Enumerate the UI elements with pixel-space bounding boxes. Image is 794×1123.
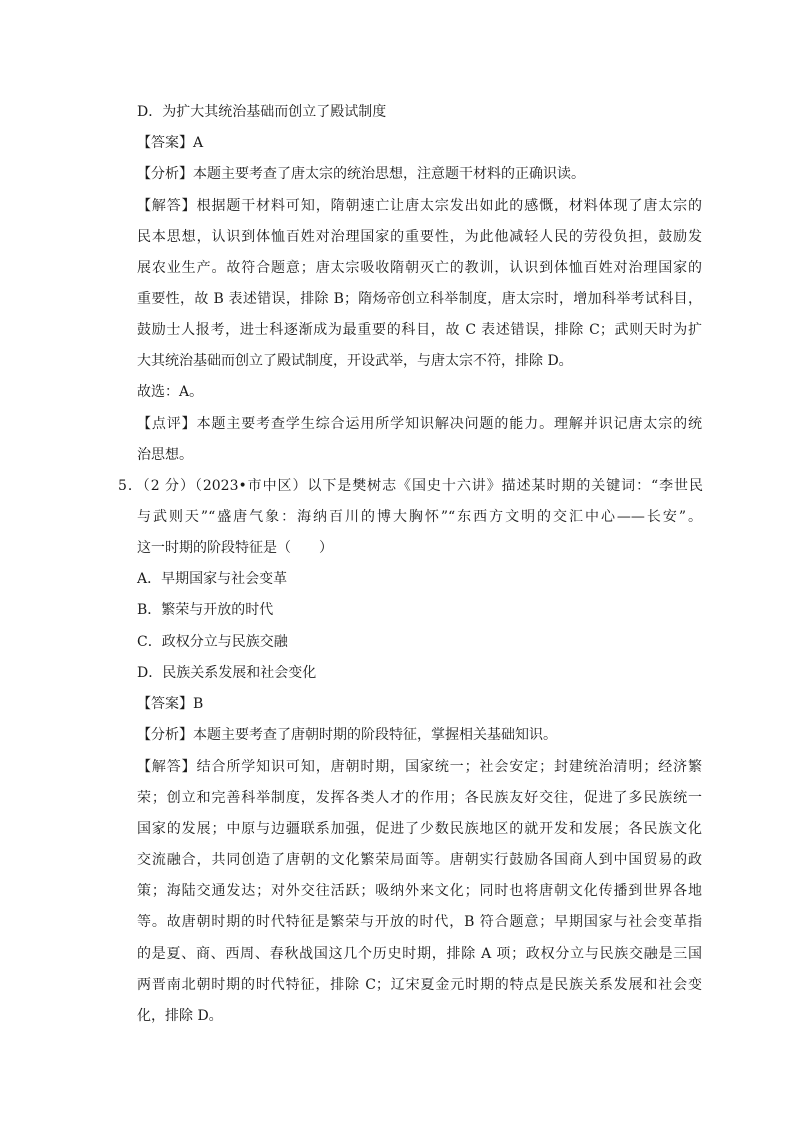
option-c: C．政权分立与民族交融 bbox=[137, 634, 288, 650]
answer-value: B bbox=[193, 696, 204, 712]
solution-q5-line-5: 等。故唐朝时期的时代特征是繁荣与开放的时代，B 符合题意；早期国家与社会变革指 bbox=[137, 914, 702, 930]
solution-prev-line-1: 民本思想，认识到体恤百姓对治理国家的重要性，为此他减轻人民的劳役负担，鼓励发 bbox=[137, 229, 702, 245]
solution-q5-line-8: 化，排除 D。 bbox=[137, 1008, 223, 1024]
analysis-tag: 【分析】 bbox=[137, 166, 193, 182]
answer-tag: 【答案】 bbox=[137, 135, 193, 151]
solution-prev-line-0: 【解答】根据题干材料可知，隋朝速亡让唐太宗发出如此的感慨，材料体现了唐太宗的 bbox=[137, 198, 703, 214]
solution-prev-line-4: 鼓励士人报考，进士科逐渐成为最重要的科目，故 C 表述错误，排除 C；武则天时为扩 bbox=[137, 322, 702, 338]
solution-q5-line-3: 交流融合，共同创造了唐朝的文化繁荣局面等。唐朝实行鼓励各国商人到中国贸易的政 bbox=[137, 852, 702, 868]
solution-tag: 【解答】 bbox=[137, 198, 197, 214]
solution-q5-line-2: 国家的发展；中原与边疆联系加强，促进了少数民族地区的就开发和发展；各民族文化 bbox=[137, 821, 702, 837]
answer-tag: 【答案】 bbox=[137, 696, 193, 712]
analysis-prev bbox=[137, 164, 585, 184]
option-d: D．民族关系发展和社会变化 bbox=[137, 665, 317, 681]
solution-prev-line-3: 重要性，故 B 表述错误，排除 B；隋炀帝创立科举制度，唐太宗时，增加科举考试科目， bbox=[137, 291, 702, 307]
question5-stem-line-0: 5．（2 分）（2023•市中区）以下是樊树志《国史十六讲》描述某时期的关键词：“李世民 bbox=[118, 478, 703, 494]
solution-q5-line-4: 策；海陆交通发达；对外交往活跃；吸纳外来文化；同时也将唐朝文化传播到世界各地 bbox=[137, 883, 702, 899]
question-number: 5． bbox=[118, 478, 143, 494]
comment-prev-line-1: 治思想。 bbox=[137, 447, 193, 463]
choose-prev: 故选：A。 bbox=[137, 384, 204, 400]
answer-value: A bbox=[193, 135, 204, 151]
answer-q5 bbox=[137, 694, 203, 714]
question5-stem-line-2: 这一时期的阶段特征是（ ） bbox=[137, 540, 333, 556]
analysis-text: 本题主要考查了唐太宗的统治思想，注意题干材料的正确识读。 bbox=[193, 166, 585, 182]
comment-prev-line-0: 【点评】本题主要考查学生综合运用所学知识解决问题的能力。理解并识记唐太宗的统 bbox=[137, 416, 703, 432]
analysis-q5 bbox=[137, 725, 557, 745]
option-d-prev: D．为扩大其统治基础而创立了殿试制度 bbox=[137, 104, 387, 120]
analysis-tag: 【分析】 bbox=[137, 727, 193, 743]
analysis-text: 本题主要考查了唐朝时期的阶段特征，掌握相关基础知识。 bbox=[193, 727, 557, 743]
option-b: B．繁荣与开放的时代 bbox=[137, 602, 274, 618]
solution-prev-line-5: 大其统治基础而创立了殿试制度，开设武举，与唐太宗不符，排除 D。 bbox=[137, 353, 573, 369]
solution-q5-line-0: 【解答】结合所学知识可知，唐朝时期，国家统一；社会安定；封建统治清明；经济繁 bbox=[137, 759, 703, 775]
question5-stem-line-1: 与武则天”“盛唐气象：海纳百川的博大胸怀”“东西方文明的交汇中心——长安”。 bbox=[137, 509, 702, 525]
solution-q5-line-1: 荣；创立和完善科举制度，发挥各类人才的作用；各民族友好交往，促进了多民族统一 bbox=[137, 790, 702, 806]
solution-tag: 【解答】 bbox=[137, 759, 197, 775]
solution-q5-line-6: 的是夏、商、西周、春秋战国这几个历史时期，排除 A 项；政权分立与民族交融是三国 bbox=[137, 946, 702, 962]
comment-tag: 【点评】 bbox=[137, 416, 197, 432]
option-a: A．早期国家与社会变革 bbox=[137, 571, 288, 587]
solution-q5-line-7: 两晋南北朝时期的时代特征，排除 C；辽宋夏金元时期的特点是民族关系发展和社会变 bbox=[137, 977, 702, 993]
answer-prev bbox=[137, 133, 203, 153]
solution-prev-line-2: 展农业生产。故符合题意；唐太宗吸收隋朝灭亡的教训，认识到体恤百姓对治理国家的 bbox=[137, 260, 702, 276]
